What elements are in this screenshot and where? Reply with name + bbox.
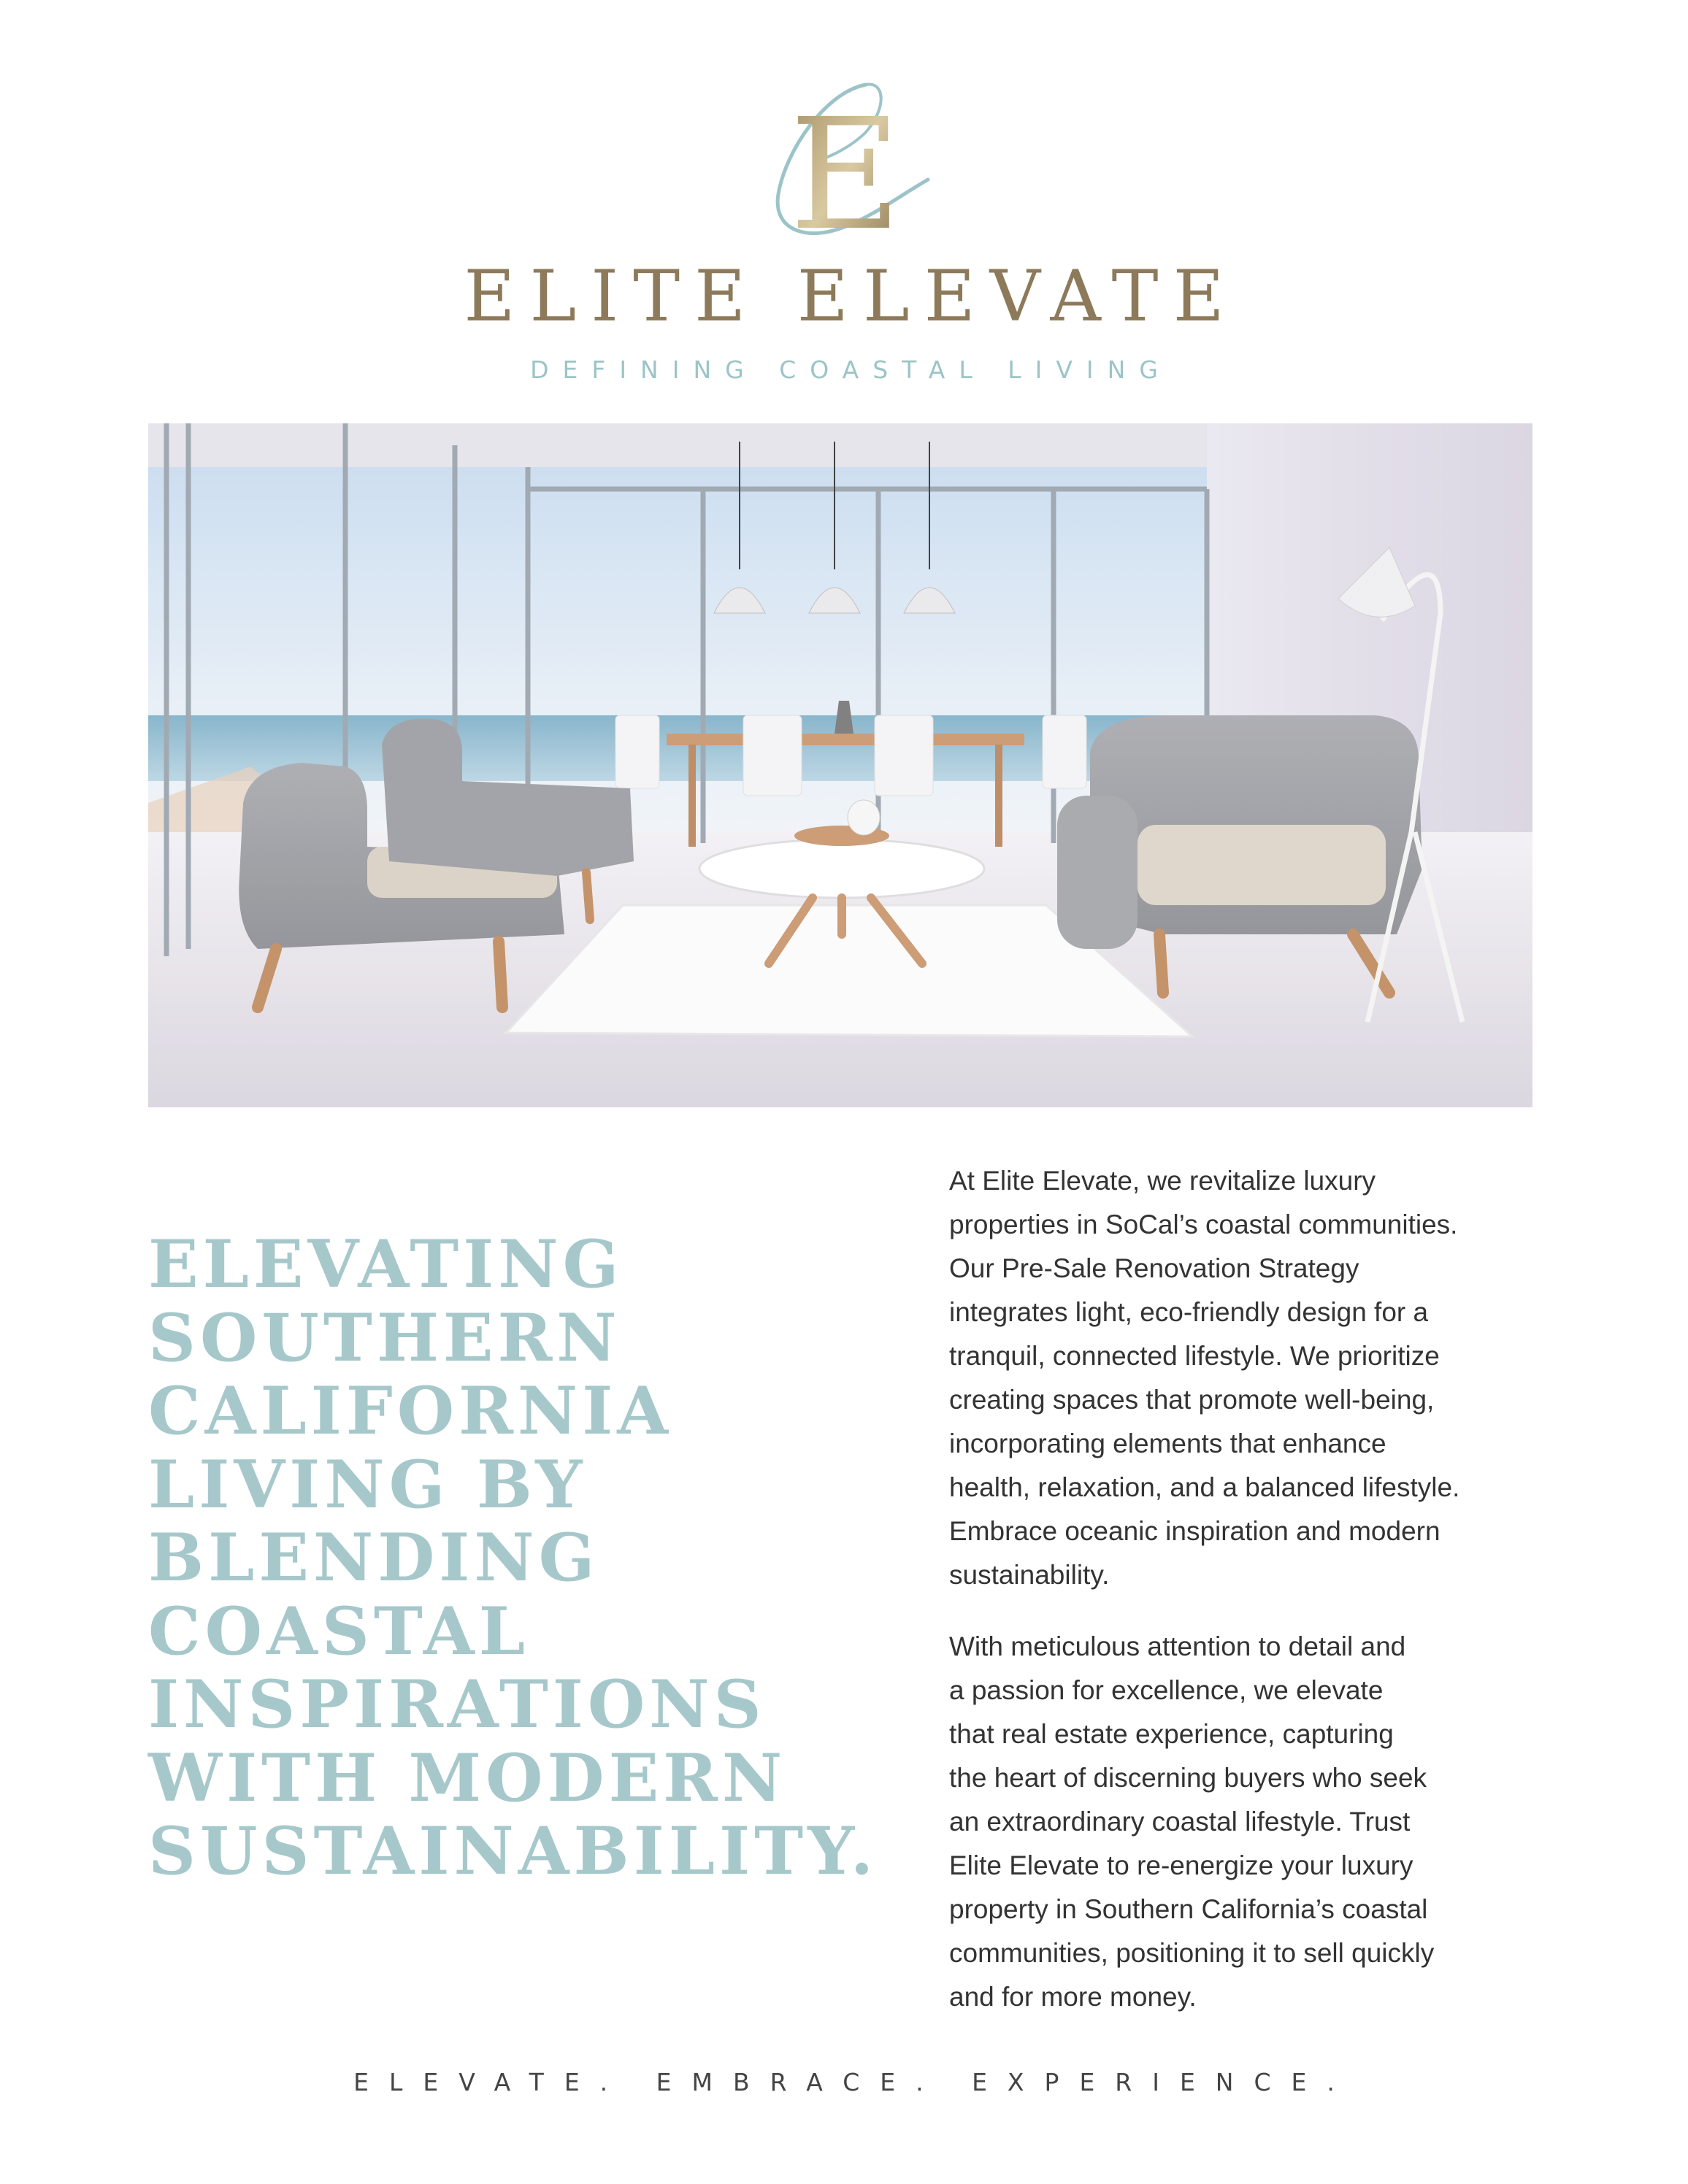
body-line: With meticulous attention to detail and <box>949 1631 1406 1661</box>
headline-line: SOUTHERN <box>148 1299 621 1377</box>
body-line: Embrace oceanic inspiration and modern <box>949 1516 1440 1546</box>
headline-line: CALIFORNIA <box>148 1372 673 1450</box>
brand-name: ELITE ELEVATE <box>464 255 1239 337</box>
monogram-icon <box>756 77 932 245</box>
headline <box>148 1228 908 1888</box>
body-line: that real estate experience, capturing <box>949 1719 1394 1749</box>
brand-tagline: DEFINING COASTAL LIVING <box>530 355 1172 384</box>
body-paragraph-1 <box>949 1159 1548 1597</box>
headline-line: WITH MODERN <box>148 1739 787 1817</box>
hero-image <box>148 423 1532 1107</box>
headline-line: BLENDING <box>148 1519 599 1596</box>
headline-line: COASTAL <box>148 1592 530 1670</box>
body-line: and for more money. <box>949 1982 1197 2012</box>
body-line: Our Pre-Sale Renovation Strategy <box>949 1253 1359 1283</box>
monogram-letter: E <box>789 85 902 245</box>
footer-tagline: ELEVATE. EMBRACE. EXPERIENCE. <box>353 2068 1355 2096</box>
body-line: integrates light, eco-friendly design for a <box>949 1297 1429 1327</box>
body-line: At Elite Elevate, we revitalize luxury <box>949 1166 1376 1196</box>
body-line: properties in SoCal’s coastal communities. <box>949 1210 1458 1239</box>
body-line: Elite Elevate to re-energize your luxury <box>949 1850 1413 1880</box>
headline-line: ELEVATING <box>148 1226 624 1303</box>
body-line: communities, positioning it to sell quickly <box>949 1938 1435 1968</box>
headline-line: SUSTAINABILITY. <box>148 1812 878 1890</box>
body-line: the heart of discerning buyers who seek <box>949 1763 1427 1793</box>
brand-logo-monogram <box>756 77 932 245</box>
headline-line: INSPIRATIONS <box>148 1666 766 1743</box>
body-line: a passion for excellence, we elevate <box>949 1675 1384 1705</box>
body-line: an extraordinary coastal lifestyle. Trust <box>949 1807 1411 1837</box>
body-paragraph-2 <box>949 1625 1548 2019</box>
body-line: tranquil, connected lifestyle. We prioritize <box>949 1341 1440 1371</box>
living-room-photo-icon <box>148 423 1532 1107</box>
body-line: sustainability. <box>949 1560 1110 1590</box>
body-line: incorporating elements that enhance <box>949 1429 1386 1458</box>
body-line: health, relaxation, and a balanced lifestyle. <box>949 1472 1460 1502</box>
headline-line: LIVING BY <box>148 1445 587 1523</box>
body-line: property in Southern California’s coastal <box>949 1894 1428 1924</box>
body-copy <box>949 1159 1548 2019</box>
body-line: creating spaces that promote well-being, <box>949 1385 1435 1415</box>
